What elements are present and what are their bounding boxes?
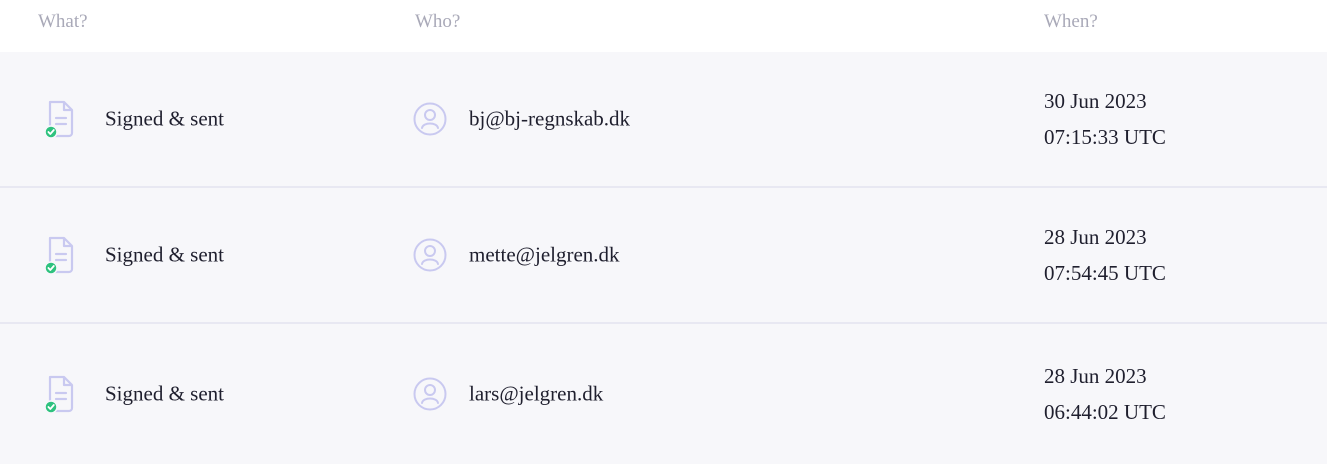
timestamp-date: 30 Jun 2023 [1044,89,1147,113]
user-avatar-icon [413,377,447,411]
document-signed-icon [44,374,78,414]
user-email: bj@bj-regnskab.dk [469,106,631,131]
timestamp-time: 06:44:02 UTC [1044,400,1166,424]
timestamp [1044,83,1166,155]
timestamp-time: 07:15:33 UTC [1044,125,1166,149]
user-avatar-icon [413,238,447,272]
column-header-when: When? [1044,11,1098,32]
timestamp [1044,358,1166,430]
table-row [0,188,1327,324]
user-email: mette@jelgren.dk [469,242,620,267]
table-row [0,324,1327,464]
user-avatar-icon [413,102,447,136]
column-header-who: Who? [415,11,461,32]
timestamp-date: 28 Jun 2023 [1044,364,1147,388]
table-header [0,0,1327,52]
action-label: Signed & sent [105,106,224,131]
timestamp [1044,219,1166,291]
column-header-what: What? [38,11,88,32]
document-signed-icon [44,235,78,275]
user-email: lars@jelgren.dk [469,381,604,406]
history-list [0,52,1327,464]
table-row [0,52,1327,188]
timestamp-date: 28 Jun 2023 [1044,225,1147,249]
timestamp-time: 07:54:45 UTC [1044,261,1166,285]
document-signed-icon [44,99,78,139]
action-label: Signed & sent [105,381,224,406]
action-label: Signed & sent [105,242,224,267]
